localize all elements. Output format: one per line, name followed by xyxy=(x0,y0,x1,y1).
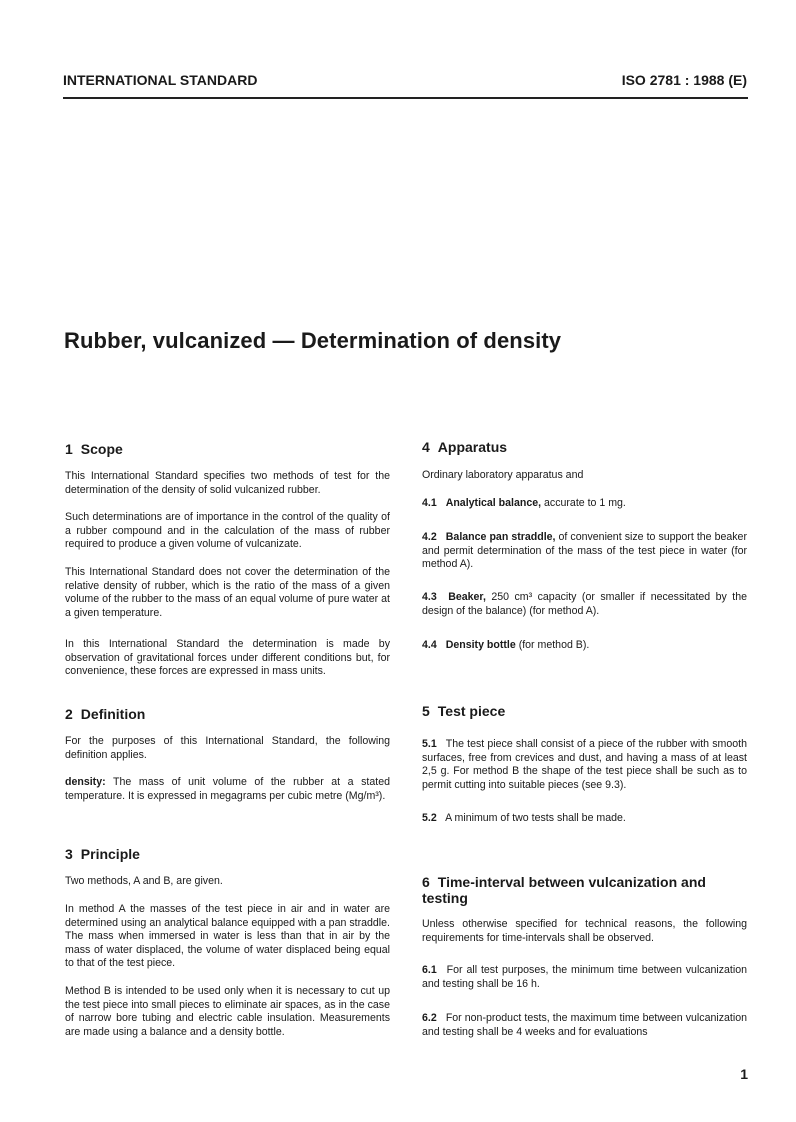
clause-6-1 xyxy=(422,964,747,991)
clause-item-name: Beaker, xyxy=(448,591,486,603)
clause-number: 6.1 xyxy=(422,964,437,976)
clause-number: 5.1 xyxy=(422,738,437,750)
clause-5-1 xyxy=(422,738,747,792)
clause-item-name: Density bottle xyxy=(445,639,516,651)
section-title: Test piece xyxy=(437,703,506,719)
section-number: 2 xyxy=(65,706,73,722)
principle-paragraph-2: In method A the masses of the test piece in air and in water are determined using an analytical balance equipped with a pan straddle. The mass when immersed in water is less than that in air by the mass of water displaced, the volume of water displaced being equal to that of the test piece. xyxy=(65,903,390,970)
section-number: 4 xyxy=(422,439,430,455)
clause-6-2 xyxy=(422,1012,747,1039)
section-number: 6 xyxy=(422,874,430,890)
clause-4-3 xyxy=(422,591,747,618)
scope-paragraph-2: Such determinations are of importance in the control of the quality of a rubber compound and in the calculation of the mass of rubber required to produce a given volume of vulcanizate. xyxy=(65,511,390,551)
page-number: 1 xyxy=(740,1066,748,1082)
clause-text: accurate to 1 mg. xyxy=(544,497,626,509)
definition-density xyxy=(65,776,390,803)
section-number: 3 xyxy=(65,846,73,862)
section-title: Apparatus xyxy=(437,439,508,455)
section-number: 5 xyxy=(422,703,430,719)
clause-4-1 xyxy=(422,497,747,511)
section-number: 1 xyxy=(65,441,73,457)
clause-text: (for method B). xyxy=(518,639,590,651)
definition-text: The mass of unit volume of the rubber at a stated temperature. It is expressed in megagrams per cubic metre (Mg/m³). xyxy=(65,776,390,802)
clause-number: 6.2 xyxy=(422,1012,437,1024)
page-header xyxy=(63,70,747,92)
clause-item-name: Analytical balance, xyxy=(445,497,542,509)
scope-paragraph-4: In this International Standard the determination is made by observation of gravitational forces under different conditions but, for convenience, these forces are expressed in mass units. xyxy=(65,638,390,678)
clause-text: The test piece shall consist of a piece of the rubber with smooth surfaces, free from crevices and dust, and having a mass of at least 2,5 g. For method B the shape of the test piece shall be such as to permit cutting into suitable pieces (see 9.3). xyxy=(422,738,747,791)
clause-number: 5.2 xyxy=(422,812,437,824)
section-title: Definition xyxy=(80,706,146,722)
scope-paragraph-3: This International Standard does not cover the determination of the relative density of rubber, which is the ratio of the mass of a given volume of the rubber to the mass of an equal volume of pure water at a given temperature. xyxy=(65,566,390,619)
section-heading-time-interval xyxy=(422,874,747,906)
definition-paragraph-1: For the purposes of this International Standard, the following definition applies. xyxy=(65,735,390,761)
clause-4-2 xyxy=(422,531,747,572)
clause-4-4 xyxy=(422,639,747,653)
header-rule xyxy=(63,97,748,99)
header-document-type: INTERNATIONAL STANDARD xyxy=(63,72,258,88)
apparatus-intro: Ordinary laboratory apparatus and xyxy=(422,469,584,481)
clause-number: 4.2 xyxy=(422,531,437,543)
clause-number: 4.3 xyxy=(422,591,437,603)
principle-paragraph-3: Method B is intended to be used only when it is necessary to cut up the test piece into small pieces to eliminate air spaces, as in the case of narrow bore tubing and electric cable insulation. Measurements are made using a balance and a density bottle. xyxy=(65,985,390,1038)
section-heading-principle xyxy=(65,846,140,862)
principle-paragraph-1: Two methods, A and B, are given. xyxy=(65,875,223,887)
clause-text: For all test purposes, the minimum time between vulcanization and testing shall be 16 h. xyxy=(422,964,748,990)
section-heading-test-piece xyxy=(422,703,505,719)
time-interval-intro: Unless otherwise specified for technical reasons, the following requirements for time-intervals shall be observed. xyxy=(422,918,747,944)
clause-text: of convenient size to support the beaker and permit determination of the mass of the test piece in water (for method A). xyxy=(422,531,747,571)
section-heading-apparatus xyxy=(422,439,507,455)
clause-text: 250 cm³ capacity (or smaller if necessitated by the design of the balance) (for method A). xyxy=(422,591,748,617)
section-title: Time-interval between vulcanization and testing xyxy=(422,874,706,906)
header-standard-number: ISO 2781 : 1988 (E) xyxy=(621,72,747,88)
section-title: Principle xyxy=(80,846,140,862)
section-title: Scope xyxy=(80,441,123,457)
section-heading-definition xyxy=(65,706,145,722)
section-heading-scope xyxy=(65,441,123,457)
clause-text: For non-product tests, the maximum time between vulcanization and testing shall be 4 weeks and for evaluations xyxy=(422,1012,747,1038)
clause-number: 4.4 xyxy=(422,639,437,651)
clause-text: A minimum of two tests shall be made. xyxy=(445,812,626,824)
clause-5-2 xyxy=(422,812,747,826)
clause-number: 4.1 xyxy=(422,497,437,509)
definition-term: density: xyxy=(65,776,106,788)
clause-item-name: Balance pan straddle, xyxy=(445,531,556,543)
page-title: Rubber, vulcanized — Determination of density xyxy=(64,328,562,353)
scope-paragraph-1: This International Standard specifies two methods of test for the determination of the density of solid vulcanized rubber. xyxy=(65,470,390,496)
